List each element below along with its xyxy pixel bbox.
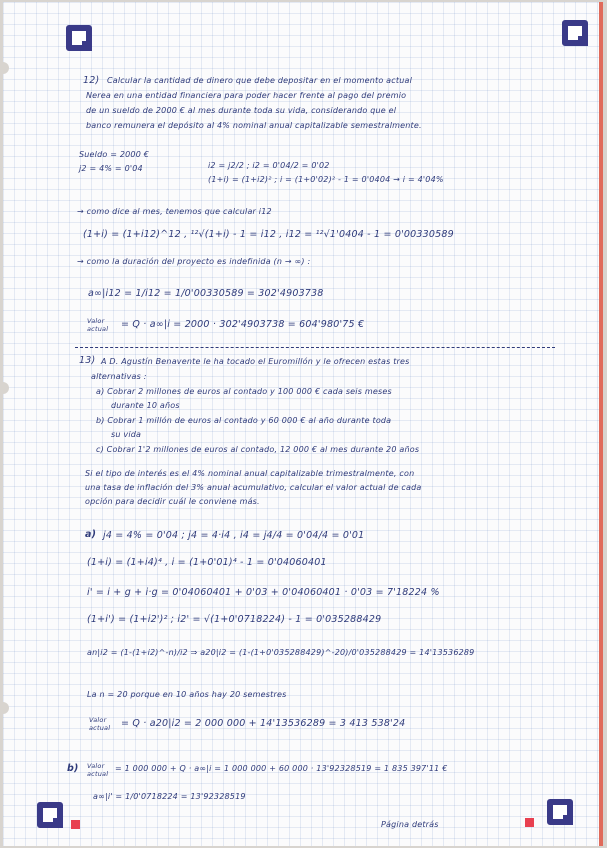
problem-12-number: 12)	[83, 75, 100, 86]
option-c: c) Cobrar 1'2 millones de euros al contado, 12 000 € al mes durante 20 años	[96, 445, 420, 454]
question-line: Si el tipo de interés es el 4% nominal anual capitalizable trimestralmente, con	[85, 469, 415, 478]
annuity-formula: a∞|i12 = 1/i12 = 1/0'00330589 = 302'4903738	[88, 288, 324, 299]
option-a: a) Cobrar 2 millones de euros al contado y 100 000 € cada seis meses	[96, 387, 392, 396]
problem-12-statement-line: Calcular la cantidad de dinero que debe depositar en el momento actual	[107, 76, 412, 85]
problem-13-number: 13)	[79, 355, 96, 366]
binder-hole	[0, 382, 9, 394]
option-b: b) Cobrar 1 millón de euros al contado y 60 000 € al año durante toda	[96, 416, 392, 425]
solution-a-line: an|i2 = (1-(1+i2)^-n)/i2 ⇒ a20|i2 = (1-(1+0'035288429)^-20)/0'035288429 = 14'13536289	[87, 648, 475, 657]
option-a-continued: durante 10 años	[111, 401, 180, 410]
question-line: opción para decidir cuál le conviene más.	[85, 497, 260, 506]
bottom-right-red-square	[525, 818, 534, 827]
binder-hole	[0, 62, 9, 74]
data-line: i2 = j2/2 ; i2 = 0'04/2 = 0'02	[208, 161, 330, 170]
value-a-label: Valor actual	[89, 716, 111, 732]
problem-13-statement-line: A D. Agustín Benavente le ha tocado el Euromillón y le ofrecen estas tres	[101, 357, 410, 366]
data-line: j2 = 4% = 0'04	[79, 164, 143, 173]
question-line: una tasa de inflación del 3% anual acumulativo, calcular el valor actual de cada	[85, 483, 422, 492]
option-b-continued: su vida	[111, 430, 142, 439]
perpetuity-note: → como la duración del proyecto es indefinida (n → ∞) :	[77, 257, 311, 266]
solution-a-line: (1+i') = (1+i2')² ; i2' = √(1+0'0718224) - 1 = 0'035288429	[87, 614, 382, 625]
solution-a-line: La n = 20 porque en 10 años hay 20 semestres	[87, 690, 287, 699]
data-line: Sueldo = 2000 €	[79, 150, 150, 159]
value-label: Valor actual	[87, 317, 109, 333]
section-divider	[75, 347, 555, 349]
footer-note: Página detrás	[381, 820, 439, 829]
data-line: (1+i) = (1+i2)² ; i = (1+0'02)² - 1 = 0'0404 → i = 4'04%	[208, 175, 444, 184]
i12-formula: (1+i) = (1+i12)^12 , ¹²√(1+i) - 1 = i12 , i12 = ¹²√1'0404 - 1 = 0'00330589	[83, 229, 454, 240]
notebook-page	[3, 2, 603, 846]
problem-13-statement-line: alternativas :	[91, 372, 147, 381]
annuity-b-formula: a∞|i' = 1/0'0718224 = 13'92328519	[93, 792, 246, 801]
bottom-right-corner-mark	[547, 799, 573, 825]
solution-a-line: (1+i) = (1+i4)⁴ , i = (1+0'01)⁴ - 1 = 0'04060401	[87, 557, 327, 568]
problem-12-statement-line: Nerea en una entidad financiera para poder hacer frente al pago del premio	[86, 91, 407, 100]
problem-12-statement-line: de un sueldo de 2000 € al mes durante toda su vida, considerando que el	[86, 106, 397, 115]
solution-b-label: b)	[67, 763, 79, 774]
bottom-left-red-square	[71, 820, 80, 829]
top-right-corner-mark	[562, 20, 588, 46]
monthly-note: → como dice al mes, tenemos que calcular i12	[77, 207, 272, 216]
bottom-left-corner-mark	[37, 802, 63, 828]
problem-12-statement-line: banco remunera el depósito al 4% nominal anual capitalizable semestralmente.	[86, 121, 422, 130]
value-a-result: = Q · a20|i2 = 2 000 000 + 14'13536289 = 3 413 538'24	[121, 718, 406, 729]
top-left-corner-mark	[66, 25, 92, 51]
value-result: = Q · a∞|i = 2000 · 302'4903738 = 604'980'75 €	[121, 319, 365, 330]
binder-hole	[0, 702, 9, 714]
value-b-label: Valor actual	[87, 762, 109, 778]
value-b-result: = 1 000 000 + Q · a∞|i = 1 000 000 + 60 000 · 13'92328519 = 1 835 397'11 €	[115, 764, 448, 773]
solution-a-line: j4 = 4% = 0'04 ; j4 = 4·i4 , i4 = j4/4 = 0'04/4 = 0'01	[103, 530, 365, 541]
solution-a-line: i' = i + g + i·g = 0'04060401 + 0'03 + 0'04060401 · 0'03 = 7'18224 %	[87, 587, 440, 598]
solution-a-label: a)	[85, 529, 97, 540]
